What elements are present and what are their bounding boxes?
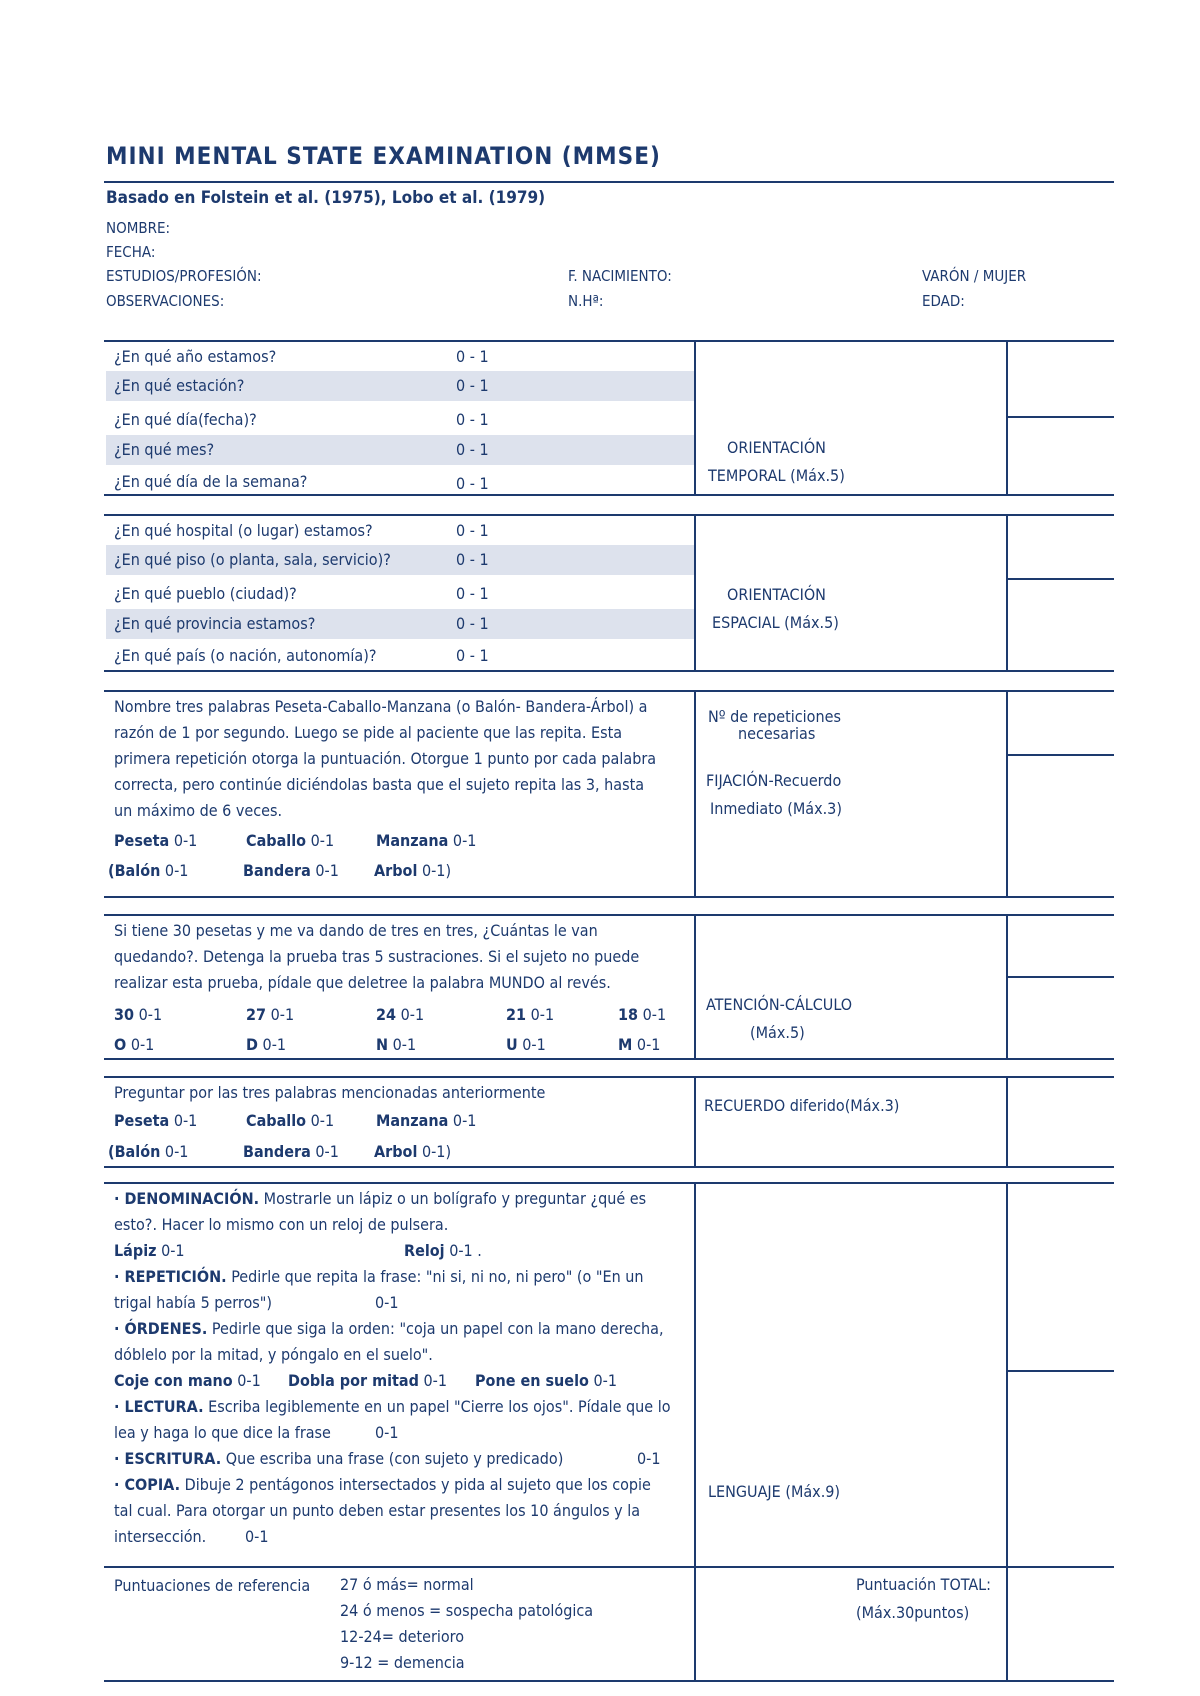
calc-24[interactable]: 24 0-1 — [376, 1005, 425, 1024]
section-rule — [104, 494, 1114, 496]
recall-balon[interactable]: (Balón 0-1 — [108, 1142, 189, 1161]
score-option[interactable]: 0 - 1 — [456, 376, 489, 395]
letter-n[interactable]: N 0-1 — [376, 1035, 417, 1054]
letter-o[interactable]: O 0-1 — [114, 1035, 155, 1054]
recall-bandera[interactable]: Bandera 0-1 — [243, 1142, 339, 1161]
atencion-text-line: Si tiene 30 pesetas y me va dando de tres en tres, ¿Cuántas le van — [114, 921, 598, 940]
page-title: MINI MENTAL STATE EXAMINATION (MMSE) — [106, 142, 661, 170]
section-rule — [104, 670, 1114, 672]
calc-30[interactable]: 30 0-1 — [114, 1005, 163, 1024]
repeticiones-label-2: necesarias — [738, 724, 816, 743]
copia-line: · COPIA. Dibuje 2 pentágonos intersectados y pida al sujeto que los copie — [114, 1475, 651, 1494]
referencia-label: Puntuaciones de referencia — [114, 1576, 311, 1595]
estudios-field-label: ESTUDIOS/PROFESIÓN: — [106, 267, 262, 285]
referencia-line: 24 ó menos = sospecha patológica — [340, 1601, 594, 1620]
referencia-line: 27 ó más= normal — [340, 1575, 474, 1594]
fijacion-label-max: Inmediato (Máx.3) — [710, 799, 842, 818]
item-coje[interactable]: Coje con mano 0-1 — [114, 1371, 261, 1390]
score-option[interactable]: 0 - 1 — [456, 584, 489, 603]
lectura-score[interactable]: 0-1 — [375, 1423, 399, 1442]
score-option[interactable]: 0 - 1 — [456, 347, 489, 366]
section-rule — [104, 914, 1114, 916]
denominacion-line-2: esto?. Hacer lo mismo con un reloj de pulsera. — [114, 1215, 449, 1234]
recall-manzana[interactable]: Manzana 0-1 — [376, 1111, 477, 1130]
question-pais: ¿En qué país (o nación, autonomía)? — [114, 646, 377, 665]
item-pone[interactable]: Pone en suelo 0-1 — [475, 1371, 617, 1390]
total-label: Puntuación TOTAL: — [856, 1575, 992, 1594]
score-box-divider — [1006, 578, 1114, 580]
score-option[interactable]: 0 - 1 — [456, 410, 489, 429]
page-subtitle: Basado en Folstein et al. (1975), Lobo et al. (1979) — [106, 188, 546, 208]
section-rule — [104, 1076, 1114, 1078]
column-divider — [1006, 1182, 1008, 1566]
denominacion-line: · DENOMINACIÓN. Mostrarle un lápiz o un bolígrafo y preguntar ¿qué es — [114, 1189, 647, 1208]
question-provincia: ¿En qué provincia estamos? — [114, 614, 316, 633]
word-manzana[interactable]: Manzana 0-1 — [376, 831, 477, 850]
section-rule — [104, 1566, 1114, 1568]
column-divider — [1006, 514, 1008, 670]
nacimiento-field-label: F. NACIMIENTO: — [568, 267, 672, 285]
nh-field-label: N.Hª: — [568, 292, 604, 310]
column-divider — [694, 514, 696, 670]
section-rule — [104, 1680, 1114, 1682]
question-dia-semana: ¿En qué día de la semana? — [114, 472, 308, 491]
fecha-field-label: FECHA: — [106, 243, 156, 261]
atencion-text-line: quedando?. Detenga la prueba tras 5 sustraciones. Si el sujeto no puede — [114, 947, 640, 966]
question-ano: ¿En qué año estamos? — [114, 347, 277, 366]
item-reloj[interactable]: Reloj 0-1 . — [404, 1241, 482, 1260]
fijacion-text-line: correcta, pero continúe diciéndolas basta que el sujeto repita las 3, hasta — [114, 775, 645, 794]
fijacion-text-line: un máximo de 6 veces. — [114, 801, 283, 820]
ordenes-line: · ÓRDENES. Pedirle que siga la orden: "coja un papel con la mano derecha, — [114, 1319, 664, 1338]
column-divider — [1006, 690, 1008, 896]
column-divider — [1006, 1076, 1008, 1166]
column-divider — [1006, 1566, 1008, 1682]
column-divider — [694, 340, 696, 494]
item-lapiz[interactable]: Lápiz 0-1 — [114, 1241, 185, 1260]
ordenes-line-2: dóblelo por la mitad, y póngalo en el suelo". — [114, 1345, 433, 1364]
atencion-label-max: (Máx.5) — [750, 1023, 805, 1042]
word-bandera[interactable]: Bandera 0-1 — [243, 861, 339, 880]
fijacion-text-line: primera repetición otorga la puntuación. Otorgue 1 punto por cada palabra — [114, 749, 657, 768]
letter-m[interactable]: M 0-1 — [618, 1035, 661, 1054]
score-box-divider — [1006, 754, 1114, 756]
word-peseta[interactable]: Peseta 0-1 — [114, 831, 198, 850]
lectura-line: · LECTURA. Escriba legiblemente en un papel "Cierre los ojos". Pídale que lo — [114, 1397, 671, 1416]
calc-21[interactable]: 21 0-1 — [506, 1005, 555, 1024]
column-divider — [694, 1076, 696, 1166]
score-option[interactable]: 0 - 1 — [456, 550, 489, 569]
section-rule — [104, 514, 1114, 516]
total-label-max: (Máx.30puntos) — [856, 1603, 970, 1622]
fijacion-text-line: razón de 1 por segundo. Luego se pide al paciente que las repita. Esta — [114, 723, 623, 742]
sexo-field-label: VARÓN / MUJER — [922, 267, 1027, 285]
word-arbol[interactable]: Arbol 0-1) — [374, 861, 452, 880]
question-hospital: ¿En qué hospital (o lugar) estamos? — [114, 521, 373, 540]
question-pueblo: ¿En qué pueblo (ciudad)? — [114, 584, 297, 603]
section-rule — [104, 1058, 1114, 1060]
question-estacion: ¿En qué estación? — [114, 376, 245, 395]
section-rule — [104, 1182, 1114, 1184]
item-dobla[interactable]: Dobla por mitad 0-1 — [288, 1371, 448, 1390]
score-box-divider — [1006, 976, 1114, 978]
temporal-label: ORIENTACIÓN — [727, 438, 826, 457]
recuerdo-label: RECUERDO diferido(Máx.3) — [704, 1096, 900, 1115]
fijacion-label: FIJACIÓN-Recuerdo — [706, 771, 842, 790]
copia-line-3: intersección. — [114, 1527, 207, 1546]
repeticion-line-2: trigal había 5 perros") — [114, 1293, 273, 1312]
recall-arbol[interactable]: Arbol 0-1) — [374, 1142, 452, 1161]
section-rule — [104, 896, 1114, 898]
score-option[interactable]: 0 - 1 — [456, 521, 489, 540]
letter-d[interactable]: D 0-1 — [246, 1035, 287, 1054]
edad-field-label: EDAD: — [922, 292, 965, 310]
column-divider — [1006, 914, 1008, 1058]
recall-caballo[interactable]: Caballo 0-1 — [246, 1111, 335, 1130]
nombre-field-label: NOMBRE: — [106, 219, 171, 237]
score-option[interactable]: 0 - 1 — [456, 614, 489, 633]
repeticion-line: · REPETICIÓN. Pedirle que repita la frase: "ni si, ni no, ni pero" (o "En un — [114, 1267, 644, 1286]
observaciones-field-label: OBSERVACIONES: — [106, 292, 225, 310]
calc-18[interactable]: 18 0-1 — [618, 1005, 667, 1024]
question-dia-fecha: ¿En qué día(fecha)? — [114, 410, 257, 429]
section-rule — [104, 690, 1114, 692]
title-rule — [104, 181, 1114, 183]
calc-27[interactable]: 27 0-1 — [246, 1005, 295, 1024]
repeticiones-label: Nº de repeticiones — [708, 707, 841, 726]
atencion-label: ATENCIÓN-CÁLCULO — [706, 995, 853, 1014]
letter-u[interactable]: U 0-1 — [506, 1035, 546, 1054]
atencion-text-line: realizar esta prueba, pídale que deletree la palabra MUNDO al revés. — [114, 973, 611, 992]
question-piso: ¿En qué piso (o planta, sala, servicio)? — [114, 550, 391, 569]
espacial-label: ORIENTACIÓN — [727, 585, 826, 604]
score-option[interactable]: 0 - 1 — [456, 474, 489, 493]
copia-score[interactable]: 0-1 — [245, 1527, 269, 1546]
fijacion-text-line: Nombre tres palabras Peseta-Caballo-Manzana (o Balón- Bandera-Árbol) a — [114, 697, 648, 716]
column-divider — [694, 690, 696, 896]
espacial-label-max: ESPACIAL (Máx.5) — [712, 613, 839, 632]
referencia-line: 9-12 = demencia — [340, 1653, 465, 1672]
score-box-divider — [1006, 416, 1114, 418]
escritura-line: · ESCRITURA. Que escriba una frase (con sujeto y predicado) — [114, 1449, 564, 1468]
section-rule — [104, 1166, 1114, 1168]
copia-line-2: tal cual. Para otorgar un punto deben estar presentes los 10 ángulos y la — [114, 1501, 641, 1520]
score-box-divider — [1006, 1370, 1114, 1372]
escritura-score[interactable]: 0-1 — [637, 1449, 661, 1468]
recall-peseta[interactable]: Peseta 0-1 — [114, 1111, 198, 1130]
lectura-line-2: lea y haga lo que dice la frase — [114, 1423, 331, 1442]
word-balon[interactable]: (Balón 0-1 — [108, 861, 189, 880]
section-rule — [104, 340, 1114, 342]
referencia-line: 12-24= deterioro — [340, 1627, 465, 1646]
lenguaje-label: LENGUAJE (Máx.9) — [708, 1482, 841, 1501]
column-divider — [694, 1566, 696, 1682]
column-divider — [694, 914, 696, 1058]
score-option[interactable]: 0 - 1 — [456, 440, 489, 459]
repeticion-score[interactable]: 0-1 — [375, 1293, 399, 1312]
temporal-label-max: TEMPORAL (Máx.5) — [708, 466, 845, 485]
question-mes: ¿En qué mes? — [114, 440, 215, 459]
word-caballo[interactable]: Caballo 0-1 — [246, 831, 335, 850]
recuerdo-text: Preguntar por las tres palabras mencionadas anteriormente — [114, 1083, 546, 1102]
score-option[interactable]: 0 - 1 — [456, 646, 489, 665]
column-divider — [694, 1182, 696, 1566]
